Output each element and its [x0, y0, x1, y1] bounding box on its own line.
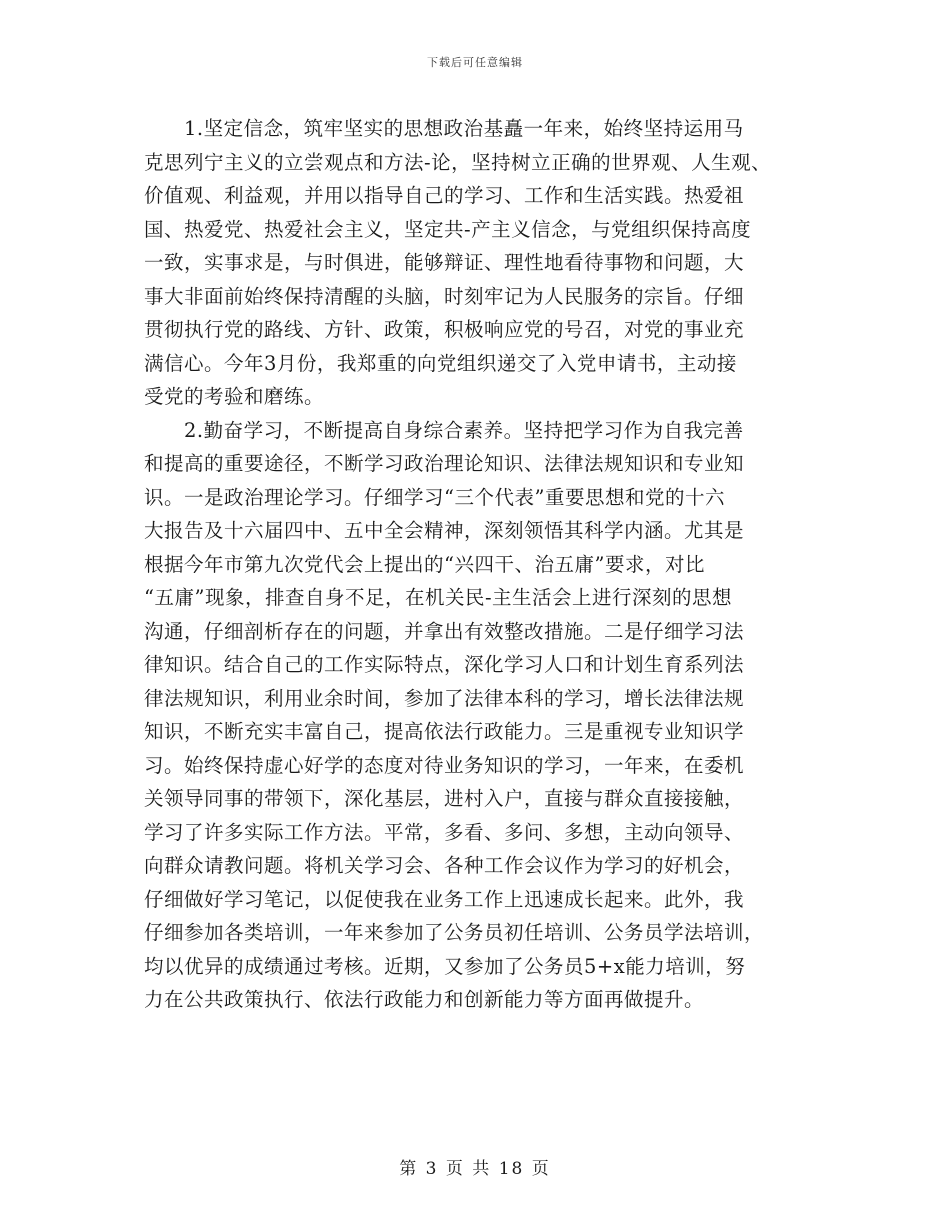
- paragraph-2-line: 沟通，仔细剖析存在的问题，并拿出有效整改措施。二是仔细学习法: [144, 619, 745, 643]
- paragraph-1-line: 一致，实事求是，与时俱进，能够辩证、理性地看待事物和问题，大: [144, 251, 745, 274]
- page-number: 第 3 页 共 18 页: [399, 1159, 551, 1179]
- paragraph-2-line: 知识，不断充实丰富自己，提高依法行政能力。三是重视专业知识学: [144, 720, 745, 743]
- paragraph-2-line: 向群众请教问题。将机关学习会、各种工作会议作为学习的好机会，: [144, 854, 745, 877]
- paragraph-2-line: 大报告及十六届四中、五中全会精神，深刻领悟其科学内涵。尤其是: [144, 519, 745, 542]
- paragraph-2-line: “五庸”现象，排查自身不足，在机关民-主生活会上进行深刻的思想: [144, 586, 733, 609]
- paragraph-2-line: 关领导同事的带领下，深化基层，进村入户，直接与群众直接接触，: [144, 787, 745, 810]
- paragraph-2-line: 力在公共政策执行、依法行政能力和创新能力等方面再做提升。: [144, 988, 705, 1011]
- paragraph-2-line: 根据今年市第九次党代会上提出的“兴四干、治五庸”要求，对比: [144, 552, 705, 576]
- paragraph-1-line: 受党的考验和磨练。: [144, 385, 325, 408]
- paragraph-1-line: 克思列宁主义的立尝观点和方法-论，坚持树立正确的世界观、人生观、: [144, 150, 772, 174]
- paragraph-2-line: 和提高的重要途径，不断学习政治理论知识、法律法规知识和专业知: [144, 452, 745, 475]
- paragraph-1-line: 1.坚定信念，筑牢坚实的思想政治基矗一年来，始终坚持运用马: [184, 117, 744, 140]
- paragraph-1-line: 事大非面前始终保持清醒的头脑，时刻牢记为人民服务的宗旨。仔细: [144, 284, 745, 308]
- paragraph-2-line: 仔细做好学习笔记，以促使我在业务工作上迅速成长起来。此外，我: [144, 887, 745, 911]
- paragraph-1-line: 国、热爱党、热爱社会主义，坚定共-产主义信念，与党组织保持高度: [144, 217, 752, 241]
- paragraph-1-line: 价值观、利益观，并用以指导自己的学习、工作和生活实践。热爱祖: [144, 184, 745, 207]
- paragraph-2-line: 学习了许多实际工作方法。平常，多看、多问、多想，主动向领导、: [144, 820, 745, 844]
- paragraph-1-line: 贯彻执行党的路线、方针、政策，积极响应党的号召，对党的事业充: [144, 318, 745, 341]
- paragraph-2-line: 律法规知识，利用业余时间，参加了法律本科的学习，增长法律法规: [144, 686, 745, 710]
- header-note: 下载后可任意编辑: [427, 56, 523, 69]
- paragraph-1-line: 满信心。今年3月份，我郑重的向党组织递交了入党申请书，主动接: [144, 351, 737, 375]
- paragraph-2-line: 仔细参加各类培训，一年来参加了公务员初任培训、公务员学法培训，: [144, 921, 765, 944]
- paragraph-2-line: 均以优异的成绩通过考核。近期，又参加了公务员5+x能力培训，努: [144, 954, 746, 978]
- document-body: [144, 112, 808, 1017]
- paragraph-2-line: 律知识。结合自己的工作实际特点，深化学习人口和计划生育系列法: [144, 653, 745, 676]
- paragraph-2-line: 识。一是政治理论学习。仔细学习“三个代表”重要思想和党的十六: [144, 485, 725, 509]
- paragraph-2-line: 习。始终保持虚心好学的态度对待业务知识的学习，一年来，在委机: [144, 753, 745, 777]
- paragraph-2-line: 2.勤奋学习，不断提高自身综合素养。坚持把学习作为自我完善: [184, 418, 744, 442]
